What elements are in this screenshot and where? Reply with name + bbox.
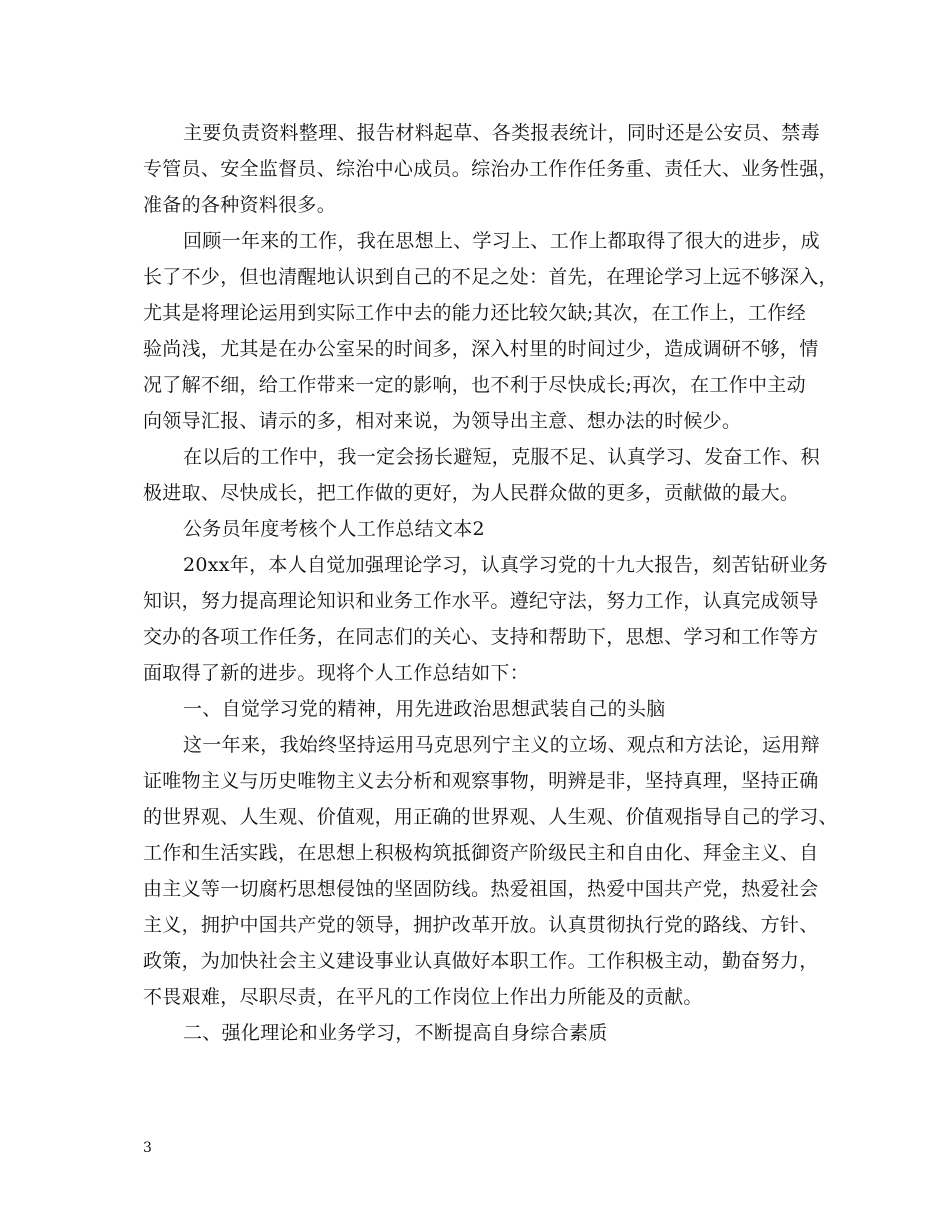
body-text-line: 主要负责资料整理、报告材料起草、各类报表统计，同时还是公安员、禁毒 [183, 122, 820, 144]
page-number: 3 [143, 1140, 152, 1156]
body-text-line: 政策，为加快社会主义建设事业认真做好本职工作。工作积极主动，勤奋努力， [143, 950, 819, 972]
section-title: 公务员年度考核个人工作总结文本2 [183, 518, 485, 540]
body-text-line: 准备的各种资料很多。 [143, 194, 337, 216]
body-text-line: 工作和生活实践，在思想上积极构筑抵御资产阶级民主和自由化、拜金主义、自 [143, 842, 819, 864]
body-text-line: 况了解不细，给工作带来一定的影响，也不利于尽快成长;再次，在工作中主动 [143, 374, 806, 396]
body-text-line: 这一年来，我始终坚持运用马克思列宁主义的立场、观点和方法论，运用辩 [183, 734, 820, 756]
body-text-line: 面取得了新的进步。现将个人工作总结如下： [143, 662, 530, 684]
body-text-line: 20xx年，本人自觉加强理论学习，认真学习党的十九大报告，刻苦钻研业务 [183, 554, 829, 576]
body-text-line: 向领导汇报、请示的多，相对来说，为领导出主意、想办法的时候少。 [143, 410, 742, 432]
body-text-line: 极进取、尽快成长，把工作做的更好，为人民群众做的更多，贡献做的最大。 [143, 482, 800, 504]
body-text-line: 主义，拥护中国共产党的领导，拥护改革开放。认真贯彻执行党的路线、方针、 [143, 914, 819, 936]
body-text-line: 的世界观、人生观、价值观，用正确的世界观、人生观、价值观指导自己的学习、 [143, 806, 838, 828]
body-text-line: 不畏艰难，尽职尽责，在平凡的工作岗位上作出力所能及的贡献。 [143, 986, 703, 1008]
body-text-line: 长了不少，但也清醒地认识到自己的不足之处：首先，在理论学习上远不够深入， [143, 266, 838, 288]
body-text-line: 知识，努力提高理论知识和业务工作水平。遵纪守法，努力工作，认真完成领导 [143, 590, 819, 612]
body-text-line: 在以后的工作中，我一定会扬长避短，克服不足、认真学习、发奋工作、积 [183, 446, 820, 468]
body-text-line: 验尚浅，尤其是在办公室呆的时间多，深入村里的时间过少，造成调研不够，情 [143, 338, 819, 360]
body-text-line: 由主义等一切腐朽思想侵蚀的坚固防线。热爱祖国，热爱中国共产党，热爱社会 [143, 878, 819, 900]
body-text-line: 交办的各项工作任务，在同志们的关心、支持和帮助下，思想、学习和工作等方 [143, 626, 819, 648]
section-heading: 一、自觉学习党的精神，用先进政治思想武装自己的头脑 [183, 698, 666, 720]
body-text-line: 证唯物主义与历史唯物主义去分析和观察事物，明辨是非，坚持真理，坚持正确 [143, 770, 819, 792]
body-text-line: 专管员、安全监督员、综治中心成员。综治办工作作任务重、责任大、业务性强， [143, 158, 838, 180]
body-text-line: 尤其是将理论运用到实际工作中去的能力还比较欠缺;其次，在工作上，工作经 [143, 302, 806, 324]
section-heading: 二、强化理论和业务学习，不断提高自身综合素质 [183, 1022, 608, 1044]
body-text-line: 回顾一年来的工作，我在思想上、学习上、工作上都取得了很大的进步，成 [183, 230, 820, 252]
